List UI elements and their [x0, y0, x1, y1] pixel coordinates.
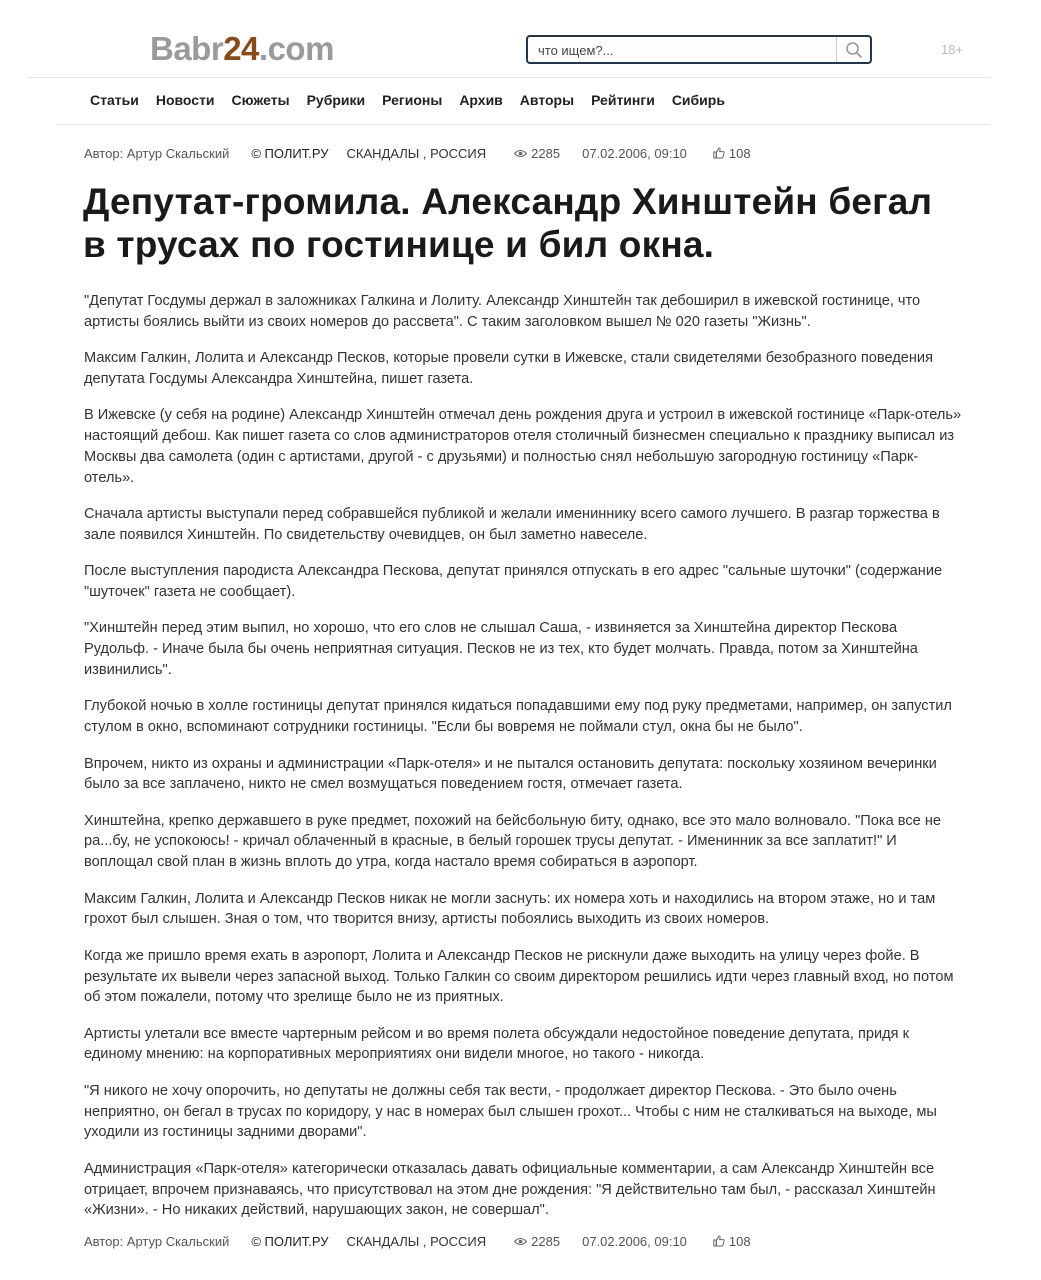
age-rating: 18+ — [941, 42, 964, 57]
article-paragraph: Глубокой ночью в холле гостиницы депутат принялся кидаться попадавшими ему под руку предметами, например, он запустил стулом в окно, вспоминают сотрудники гостиницы. "Если бы вовремя не поймали стул, окна бы не было". — [84, 698, 952, 736]
likes-button[interactable] — [713, 1234, 751, 1249]
views-value: 2285 — [531, 145, 561, 161]
nav-item-ratings[interactable]: Рейтинги — [591, 92, 655, 108]
nav-item-stories[interactable]: Сюжеты — [231, 92, 290, 108]
likes-value: 108 — [728, 145, 751, 161]
article-paragraph: Артисты улетали все вместе чартерным рейсом и во время полета обсуждали недостойное поведение депутата, придя к единому мнению: на корпоративных мероприятиях они видели многое, но такого - никогда. — [84, 1025, 910, 1063]
nav-item-news[interactable]: Новости — [155, 92, 215, 108]
article-paragraph: Когда же пришло время ехать в аэропорт, Лолита и Александр Песков не рискнули даже выходить на улицу через фойе. В результате их вывели через запасной выход. Только Галкин со своим директором решились идти через главный вход, но потом об этом пожалели, потому что зрелище было не из приятных. — [84, 947, 954, 1006]
magnifier-icon — [845, 41, 863, 59]
article-meta-bottom — [84, 1232, 751, 1250]
nav-item-regions[interactable]: Регионы — [382, 92, 443, 108]
source-link[interactable]: © ПОЛИТ.РУ — [251, 145, 329, 161]
nav-item-articles[interactable]: Статьи — [90, 92, 139, 108]
article-paragraph: Впрочем, никто из охраны и администрации «Парк-отеля» и не пытался остановить депутата: поскольку хозяином вечеринки было за все заплачено, никто не смел возмущаться поведением гостя, отмечает газета. — [84, 755, 937, 793]
eye-icon — [514, 149, 527, 158]
likes-button[interactable] — [713, 146, 751, 161]
eye-icon — [514, 1237, 527, 1246]
thumbs-up-icon — [713, 147, 725, 159]
main-nav — [90, 92, 742, 112]
article-paragraph: "Хинштейн перед этим выпил, но хорошо, что его слов не слышал Саша, - извиняется за Хинштейна директор Пескова Рудольф. - Иначе была бы очень неприятная ситуация. Песков не из тех, кто будет молчать. Правда, потом за Хинштейна извинились". — [84, 620, 918, 678]
article-paragraph: Администрация «Парк-отеля» категорически отказалась давать официальные комментарии, а сам Александр Хинштейн все отрицает, впрочем признаваясь, что присутствовал на этом дне рождения: "Я действительно там был, - рассказал Хинштейн «Жизни». - Но никаких действий, нарушающих закон, не совершал". — [84, 1160, 936, 1219]
nav-divider — [56, 124, 990, 125]
article-paragraph: "Депутат Госдумы держал в заложниках Галкина и Лолиту. Александр Хинштейн так дебоширил в ижевской гостинице, что артисты боялись выйти из своих номеров до рассвета". С таким заголовком вышел № 020 газеты "Жизнь". — [84, 293, 921, 330]
nav-item-authors[interactable]: Авторы — [519, 92, 575, 108]
search-button[interactable] — [836, 37, 870, 62]
site-logo[interactable] — [150, 30, 334, 68]
publish-date: 07.02.2006, 09:10 — [582, 1233, 687, 1249]
article-paragraph: Максим Галкин, Лолита и Александр Песков, которые провели сутки в Ижевске, стали свидетелями безобразного поведения депутата Госдумы Александра Хинштейна, пишет газета. — [84, 350, 933, 387]
thumbs-up-icon — [713, 1235, 725, 1247]
logo-suffix: .com — [258, 30, 334, 67]
article-paragraph: Максим Галкин, Лолита и Александр Песков никак не могли заснуть: их номера хоть и находились на втором этаже, но и там грохот был слышен. Зная о том, что творится внизу, артисты побоялись выходить из своих номеров. — [84, 890, 936, 928]
article-paragraph: После выступления пародиста Александра Пескова, депутат принялся отпускать в его адрес "сальные шуточки" (содержание "шуточек" газета не сообщает). — [84, 563, 943, 600]
tags-link[interactable]: СКАНДАЛЫ , РОССИЯ — [346, 1233, 487, 1249]
article-meta-top — [84, 144, 751, 162]
publish-date: 07.02.2006, 09:10 — [582, 145, 687, 161]
search-input[interactable] — [538, 41, 828, 59]
article-paragraph: Хинштейна, крепко державшего в руке предмет, похожий на бейсбольную биту, однако, все это мало волновало. "Пока все не ра...бу, не успокоюсь! - кричал облаченный в красные, в белый горошек трусы депутат. - Именинник за все заплатит!" И воплощал свой план в жизнь вплоть до утра, когда настало время собираться в аэропорт. — [84, 812, 941, 871]
author-link[interactable]: Автор: Артур Скальский — [84, 1233, 230, 1249]
article-body — [84, 291, 964, 1237]
article-paragraph: "Я никого не хочу опорочить, но депутаты не должны себя так вести, - продолжает директор Пескова. - Это было очень неприятно, он бегал в трусах по коридору, у нас в номерах был слышен грохот... Чтобы с ним не сталкиваться на выходе, мы уходили из гостиницы задними дворами". — [84, 1082, 937, 1141]
author-link[interactable]: Автор: Артур Скальский — [84, 145, 230, 161]
site-header — [28, 26, 990, 78]
nav-item-rubrics[interactable]: Рубрики — [306, 92, 366, 108]
article-paragraph: В Ижевске (у себя на родине) Александр Хинштейн отмечал день рождения друга и устроил в ижевской гостинице «Парк-отель» настоящий дебош. Как пишет газета со слов администраторов отеля столичный бизнесмен специально к празднику выписал из Москвы два самолета (один с артистами, другой - с друзьями) и полностью снял небольшую загородную гостиницу «Парк-отель». — [84, 407, 962, 486]
tags-link[interactable]: СКАНДАЛЫ , РОССИЯ — [346, 145, 487, 161]
views-count — [514, 1234, 560, 1249]
nav-item-archive[interactable]: Архив — [459, 92, 503, 108]
nav-item-siberia[interactable]: Сибирь — [671, 92, 725, 108]
source-link[interactable]: © ПОЛИТ.РУ — [251, 1233, 329, 1249]
logo-prefix: Babr — [150, 30, 224, 67]
article-paragraph: Сначала артисты выступали перед собравшейся публикой и желали имениннику всего самого лучшего. В разгар торжества в зале появился Хинштейн. По свидетельству очевидцев, он был заметно навеселе. — [84, 506, 940, 543]
logo-number: 24 — [223, 30, 259, 67]
views-value: 2285 — [531, 1233, 561, 1249]
search-box — [526, 35, 872, 64]
article-title: Депутат-громила. Александр Хинштейн бегал в трусах по гостинице и бил окна. — [83, 181, 933, 265]
likes-value: 108 — [728, 1233, 751, 1249]
views-count — [514, 146, 560, 161]
